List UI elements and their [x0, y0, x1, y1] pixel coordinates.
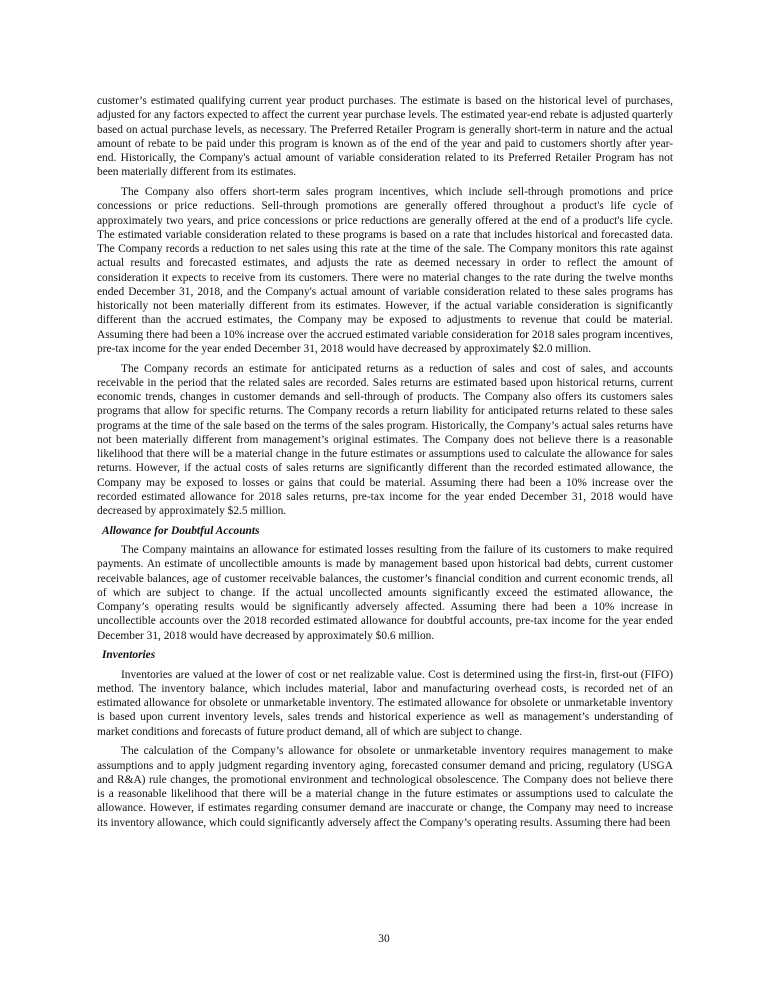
paragraph-sales-returns: The Company records an estimate for anticipated returns as a reduction of sales and cost of sales, and accounts receivable in the period that the related sales are recorded. Sales returns are estimated based upon historical returns, current economic trends, changes in customer demands and sell-through of products. The Company also offers its customers sales programs that allow for specific returns. The Company records a return liability for anticipated returns related to these sales programs at the time of the sale based on the terms of the sales program. Historically, the Company’s actual sales returns have not been materially different from management’s original estimates. The Company does not believe there is a reasonable likelihood that there will be a material change in the future estimates or assumptions used to calculate the allowance for sales returns. However, if the actual costs of sales returns are significantly different than the recorded estimated allowance, the Company may be exposed to losses or gains that could be material. Assuming there had been a 10% increase over the recorded estimated allowance for 2018 sales returns, pre-tax income for the year ended December 31, 2018 would have decreased by approximately $2.5 million.	[97, 362, 673, 517]
paragraph-doubtful-accounts: The Company maintains an allowance for estimated losses resulting from the failure of its customers to make required payments. An estimate of uncollectible amounts is made by management based upon historical bad debts, current customer receivable balances, age of customer receivable balances, the customer’s financial condition and current economic trends, all of which are subject to change. If the actual uncollected amounts significantly exceed the estimated allowance, the Company’s operating results would be significantly adversely affected. Assuming there had been a 10% increase in uncollectible accounts over the 2018 recorded estimated allowance for doubtful accounts, pre-tax income for the year ended December 31, 2018 would have decreased by approximately $0.6 million.	[97, 544, 673, 642]
heading-allowance-doubtful-accounts: Allowance for Doubtful Accounts	[102, 524, 260, 537]
page-number: 30	[378, 933, 390, 945]
paragraph-inventories-valuation: Inventories are valued at the lower of cost or net realizable value. Cost is determined using the first-in, first-out (FIFO) method. The inventory balance, which includes material, labor and manufacturing overhead costs, is recorded net of an estimated allowance for obsolete or unmarketable inventory. The estimated allowance for obsolete or unmarketable inventory is based upon current inventory levels, sales trends and historical experience as well as management’s understanding of market conditions and forecasts of future product demand, all of which are subject to change.	[97, 668, 673, 738]
paragraph-inventory-allowance: The calculation of the Company’s allowance for obsolete or unmarketable inventory requires management to make assumptions and to apply judgment regarding inventory aging, forecasted consumer demand and pricing, regulatory (USGA and R&A) rule changes, the promotional environment and technological obsolescence. The Company does not believe there is a reasonable likelihood that there will be a material change in the future estimates or assumptions used to calculate the allowance. However, if estimates regarding consumer demand are inaccurate or change, the Company may need to increase its inventory allowance, which could significantly adversely affect the Company’s operating results. Assuming there had been	[97, 745, 673, 829]
heading-inventories: Inventories	[102, 649, 156, 662]
document-page	[97, 94, 673, 835]
paragraph-preferred-retailer: customer’s estimated qualifying current year product purchases. The estimate is based on the historical level of purchases, adjusted for any factors expected to affect the current year purchase levels. The estimated year-end rebate is adjusted quarterly based on actual purchase levels, as necessary. The Preferred Retailer Program is generally short-term in nature and the actual amount of rebate to be paid under this program is known as of the end of the year and paid to customers shortly after year-end. Historically, the Company's actual amount of variable consideration related to its Preferred Retailer Program has not been materially different from its estimates.	[97, 95, 673, 179]
paragraph-sales-incentives: The Company also offers short-term sales program incentives, which include sell-through promotions and price concessions or price reductions. Sell-through promotions are generally offered throughout a product's life cycle of approximately two years, and price concessions or price reductions are generally offered at the end of a product's life cycle. The estimated variable consideration related to these programs is based on a rate that includes historical and forecasted data. The Company records a reduction to net sales using this rate at the time of the sale. The Company monitors this rate against actual results and forecasted estimates, and adjusts the rate as deemed necessary in order to reflect the amount of consideration it expects to receive from its customers. There were no material changes to the rate during the twelve months ended December 31, 2018, and the Company's actual amount of variable consideration related to these sales programs has historically not been materially different from its estimates. However, if the actual variable consideration is significantly different than the accrued estimates, the Company may be exposed to adjustments to revenue that could be material. Assuming there had been a 10% increase over the accrued estimated variable consideration for 2018 sales program incentives, pre-tax income for the year ended December 31, 2018 would have decreased by approximately $2.0 million.	[97, 186, 673, 355]
